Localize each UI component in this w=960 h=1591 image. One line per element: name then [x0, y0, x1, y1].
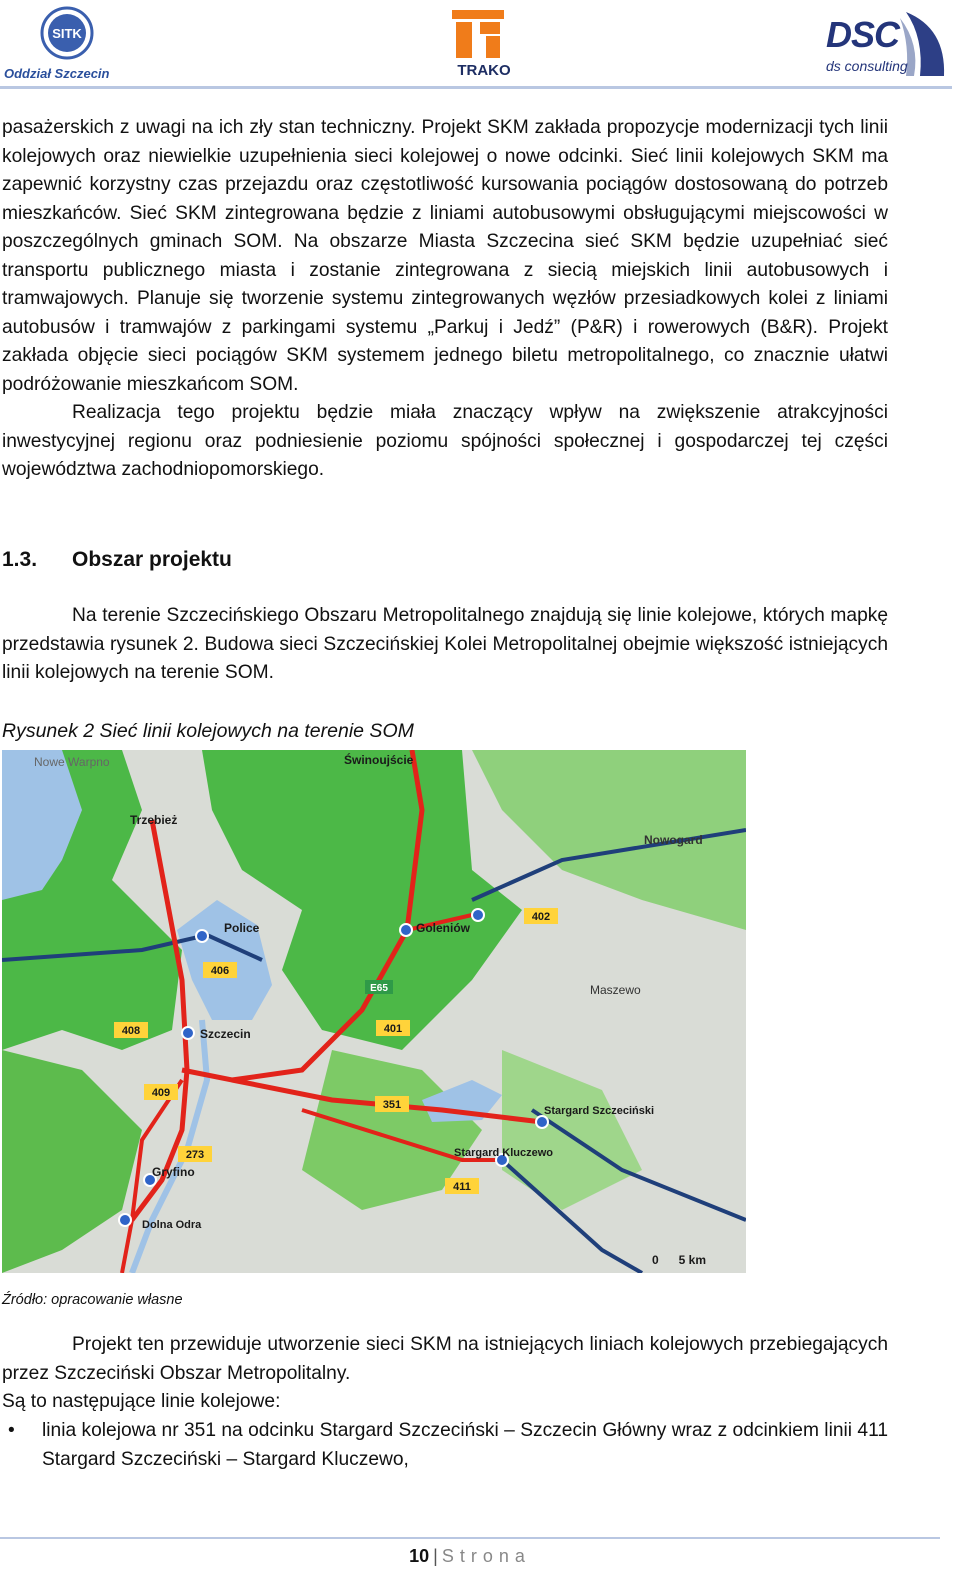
- line-badge: 409: [151, 1087, 171, 1099]
- town-label: Stargard Szczeciński: [544, 1105, 655, 1117]
- page-number: 10: [409, 1546, 430, 1566]
- dsc-wordmark: DSC: [826, 14, 900, 55]
- section-title: Obszar projektu: [72, 548, 232, 571]
- page-label: Strona: [441, 1546, 531, 1566]
- town-label: Gryfino: [152, 1165, 195, 1179]
- svg-text:SITK: SITK: [52, 26, 82, 41]
- figure-caption: Rysunek 2 Sieć linii kolejowych na terenie SOM: [2, 720, 414, 742]
- dsc-logo: [820, 8, 952, 82]
- line-badge: 273: [185, 1149, 205, 1161]
- line-badge: 351: [382, 1099, 402, 1111]
- town-label: Świnoujście: [344, 753, 414, 767]
- town-label: Dolna Odra: [142, 1219, 202, 1231]
- body-text-block-1: [2, 114, 888, 485]
- page-header: [0, 0, 960, 90]
- town-label: Police: [224, 921, 260, 935]
- paragraph: Na terenie Szczecińskiego Obszaru Metropolitalnego znajdują się linie kolejowe, których mapkę przedstawia rysunek 2. Budowa sieci Szczecińskiej Kolei Metropolitalnej obejmie większość istniejących linii kolejowych na terenie SOM.: [2, 605, 888, 683]
- section-body: [2, 602, 888, 688]
- town-label: Maszewo: [590, 983, 641, 997]
- paragraph: Projekt ten przewiduje utworzenie sieci SKM na istniejących liniach kolejowych przebiegających przez Szczeciński Obszar Metropolitalny.: [2, 1334, 888, 1384]
- trako-icon: [452, 8, 516, 60]
- town-label: Trzebież: [130, 813, 178, 827]
- list-item-text: linia kolejowa nr 351 na odcinku Stargard Szczeciński – Szczecin Główny wraz z odcinkiem linii 411 Stargard Szczeciński – Stargard Kluczewo,: [42, 1420, 888, 1470]
- town-label: Nowe Warpno: [34, 755, 110, 769]
- trako-logo: [452, 8, 516, 80]
- railway-map: [2, 750, 746, 1273]
- town-label: Goleniów: [416, 921, 470, 935]
- section-heading: [2, 548, 232, 572]
- dsc-subtitle: ds consulting: [826, 58, 908, 74]
- paragraph: pasażerskich z uwagi na ich zły stan techniczny. Projekt SKM zakłada propozycje modernizacji tych linii kolejowych oraz niewielkie uzupełnienia sieci kolejowej o nowe odcinki. Sieć linii kolejowych SKM ma zapewnić korzystny czas przejazdu oraz częstotliwość kursowania pociągów dostosowaną do potrzeb mieszkańców. Sieć SKM zintegrowana będzie z liniami autobusowymi obsługującymi miejscowości w poszczególnych gminach SOM. Na obszarze Miasta Szczecina sieć SKM będzie uzupełniać sieć transportu publicznego miasta i zostanie zintegrowana z siecią miejskich linii autobusowych i tramwajowych. Planuje się tworzenie systemu zintegrowanych węzłów przesiadkowych kolei z liniami autobusów i tramwajów z parkingami systemu „Parkuj i Jedź” (P&R) i rowerowych (B&R). Projekt zakłada objęcie sieci pociągów SKM systemem jednego biletu metropolitalnego, co znacznie ułatwi podróżowanie mieszkańcom SOM.: [2, 117, 888, 395]
- page-footer: [0, 1546, 940, 1567]
- list-intro: Są to następujące linie kolejowe:: [2, 1391, 281, 1412]
- header-divider: [0, 86, 952, 89]
- branch-label: Oddział Szczecin: [4, 66, 110, 81]
- town-label: Nowogard: [644, 833, 703, 847]
- figure-source: Źródło: opracowanie własne: [2, 1292, 183, 1308]
- bullet-icon: •: [8, 1420, 15, 1441]
- trako-wordmark: TRAKO: [457, 62, 511, 79]
- footer-separator: |: [433, 1546, 438, 1566]
- road-badge: E65: [370, 983, 388, 994]
- list-item: [2, 1417, 888, 1474]
- paragraph: Realizacja tego projektu będzie miała znaczący wpływ na zwiększenie atrakcyjności inwestycyjnej regionu oraz podniesienie poziomu spójności społecznej i gospodarczej tej części województwa zachodniopomorskiego.: [2, 402, 888, 480]
- section-number: 1.3.: [2, 548, 38, 571]
- line-badge: 408: [121, 1025, 141, 1037]
- body-text-block-2: [2, 1331, 888, 1417]
- sitk-seal-icon: [40, 6, 94, 60]
- line-badge: 406: [210, 965, 230, 977]
- line-badge: 411: [453, 1181, 471, 1193]
- town-label: Szczecin: [200, 1027, 251, 1041]
- line-badge: 402: [531, 911, 551, 923]
- town-label: Stargard Kluczewo: [454, 1147, 554, 1159]
- scale-bar-label: 0 5 km: [652, 1253, 707, 1267]
- sitk-logo: [4, 6, 134, 80]
- footer-divider: [0, 1537, 940, 1539]
- line-badge: 401: [383, 1023, 403, 1035]
